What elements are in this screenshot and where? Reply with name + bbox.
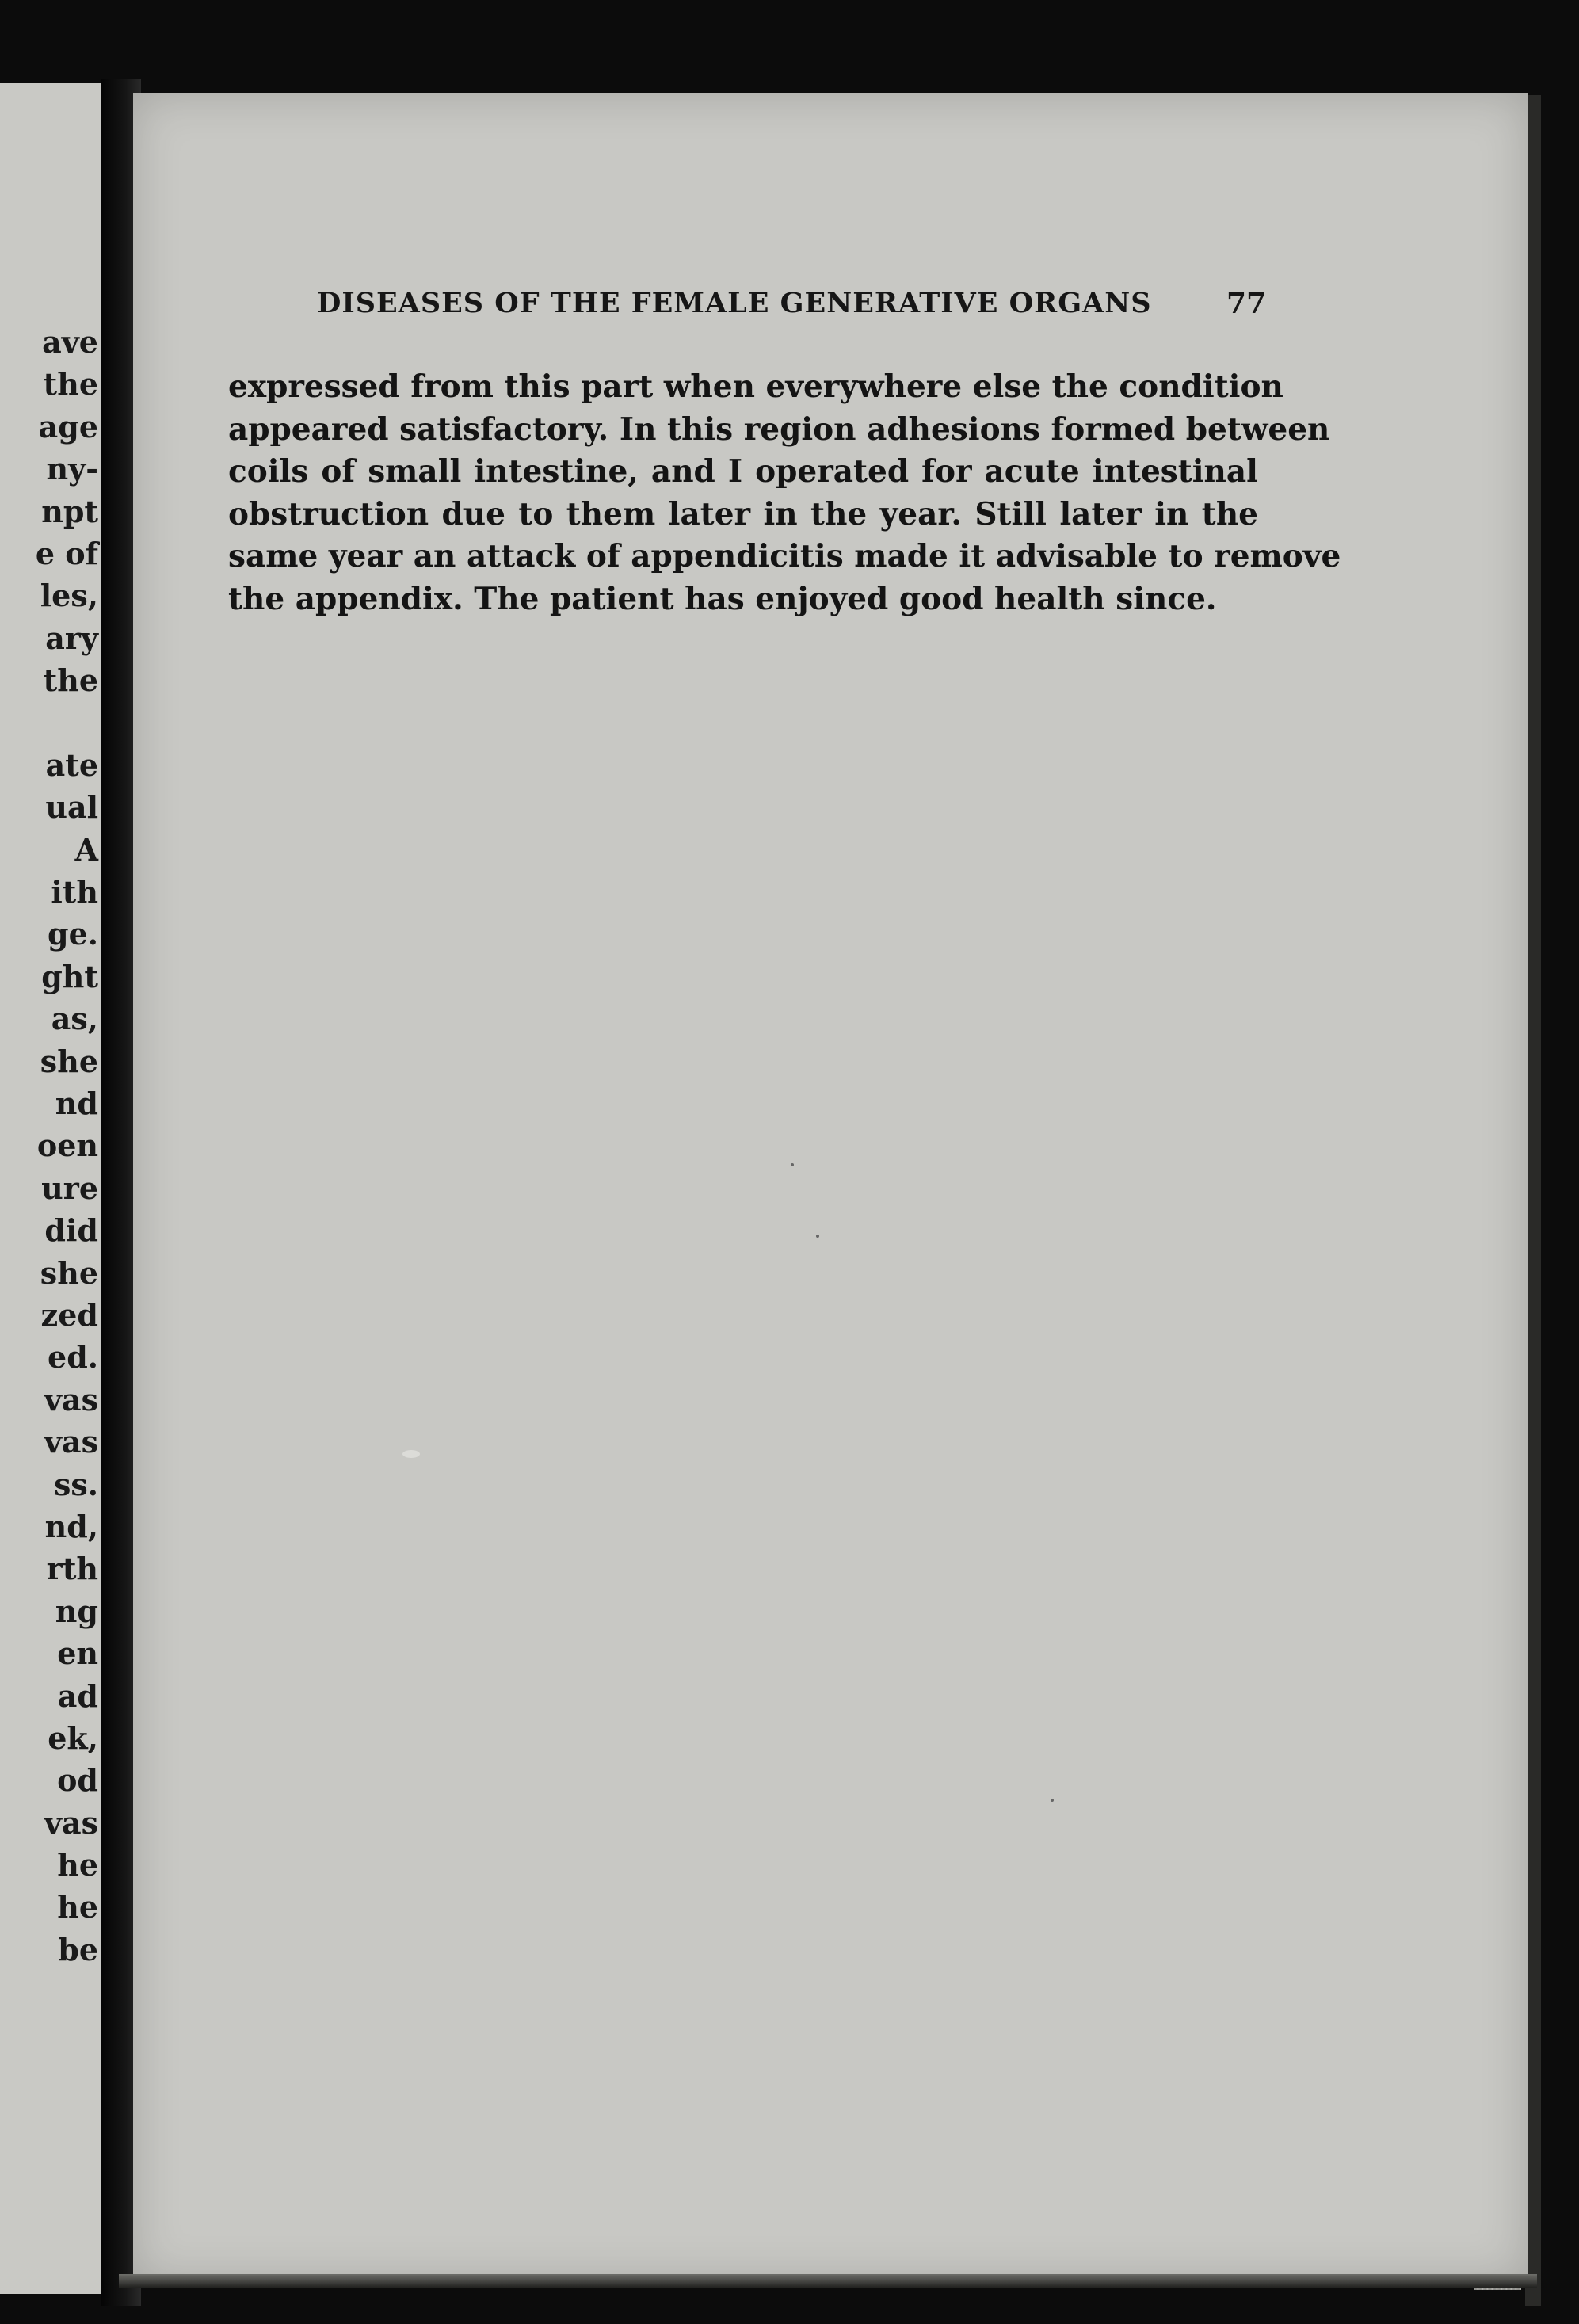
left-fragment-line: vas <box>44 1804 98 1841</box>
page-bottom-edge <box>119 2274 1537 2288</box>
paper-blemish <box>402 1450 420 1458</box>
left-fragment-line: od <box>57 1762 98 1799</box>
left-fragment-line: ny- <box>46 451 98 487</box>
left-fragment-line: ng <box>55 1593 98 1629</box>
left-fragment-line: be <box>58 1931 98 1967</box>
body-line: the appendix. The patient has enjoyed good health since. <box>228 580 1217 617</box>
left-fragment-line: he <box>57 1847 98 1883</box>
page-number: 77 <box>1226 287 1267 320</box>
left-fragment-line: ave <box>42 324 98 360</box>
left-fragment-line: ght <box>41 958 98 994</box>
paper-speck <box>1051 1799 1054 1802</box>
left-fragment-line: rth <box>46 1551 98 1587</box>
left-fragment-line: as, <box>51 1001 98 1037</box>
body-paragraph <box>228 366 1341 620</box>
left-fragment-line: ith <box>51 874 98 910</box>
left-fragment-line: nd, <box>44 1508 98 1544</box>
left-fragment-line: nd <box>55 1086 98 1122</box>
left-fragment-line: en <box>57 1635 98 1672</box>
left-facing-page <box>0 83 111 2294</box>
left-fragment-line: les, <box>40 578 98 614</box>
left-fragment-line: ed. <box>48 1339 98 1376</box>
body-line: obstruction due to them later in the year. Still later in the <box>228 495 1258 532</box>
left-fragment-line: did <box>44 1212 98 1249</box>
left-fragment-line: ad <box>57 1677 98 1714</box>
left-fragment-line: oen <box>36 1128 98 1164</box>
left-fragment-line: the <box>43 366 98 403</box>
left-fragment-line: she <box>40 1254 98 1291</box>
left-fragment-line: ual <box>45 789 98 826</box>
paper-speck <box>791 1163 794 1166</box>
left-fragment-line: ss. <box>53 1466 98 1502</box>
left-fragment-line: vas <box>44 1381 98 1418</box>
left-fragment-line <box>0 702 98 744</box>
left-fragment-line: ary <box>45 620 98 656</box>
left-page-text-fragments <box>0 321 98 1971</box>
left-fragment-line: A <box>74 831 98 868</box>
body-line: expressed from this part when everywhere else the condition <box>228 368 1283 405</box>
left-fragment-line: the <box>43 662 98 699</box>
left-fragment-line: e of <box>35 535 98 571</box>
left-fragment-line: zed <box>40 1296 98 1333</box>
body-line: appeared satisfactory. In this region adhesions formed between <box>228 410 1330 448</box>
running-head: DISEASES OF THE FEMALE GENERATIVE ORGANS <box>317 287 1152 319</box>
left-fragment-line: ge. <box>48 916 98 952</box>
cover-edge <box>1525 95 1541 2306</box>
left-fragment-line: he <box>57 1889 98 1925</box>
left-fragment-line: she <box>40 1043 98 1079</box>
left-fragment-line: ure <box>41 1170 98 1206</box>
left-fragment-line: npt <box>41 493 98 529</box>
paper-speck <box>816 1235 819 1238</box>
left-fragment-line: age <box>38 408 98 445</box>
body-line: same year an attack of appendicitis made it advisable to remove <box>228 538 1341 574</box>
left-fragment-line: ek, <box>48 1719 98 1756</box>
body-line: coils of small intestine, and I operated for acute intestinal <box>228 453 1258 490</box>
left-fragment-line: ate <box>45 746 98 783</box>
left-fragment-line: vas <box>44 1424 98 1460</box>
